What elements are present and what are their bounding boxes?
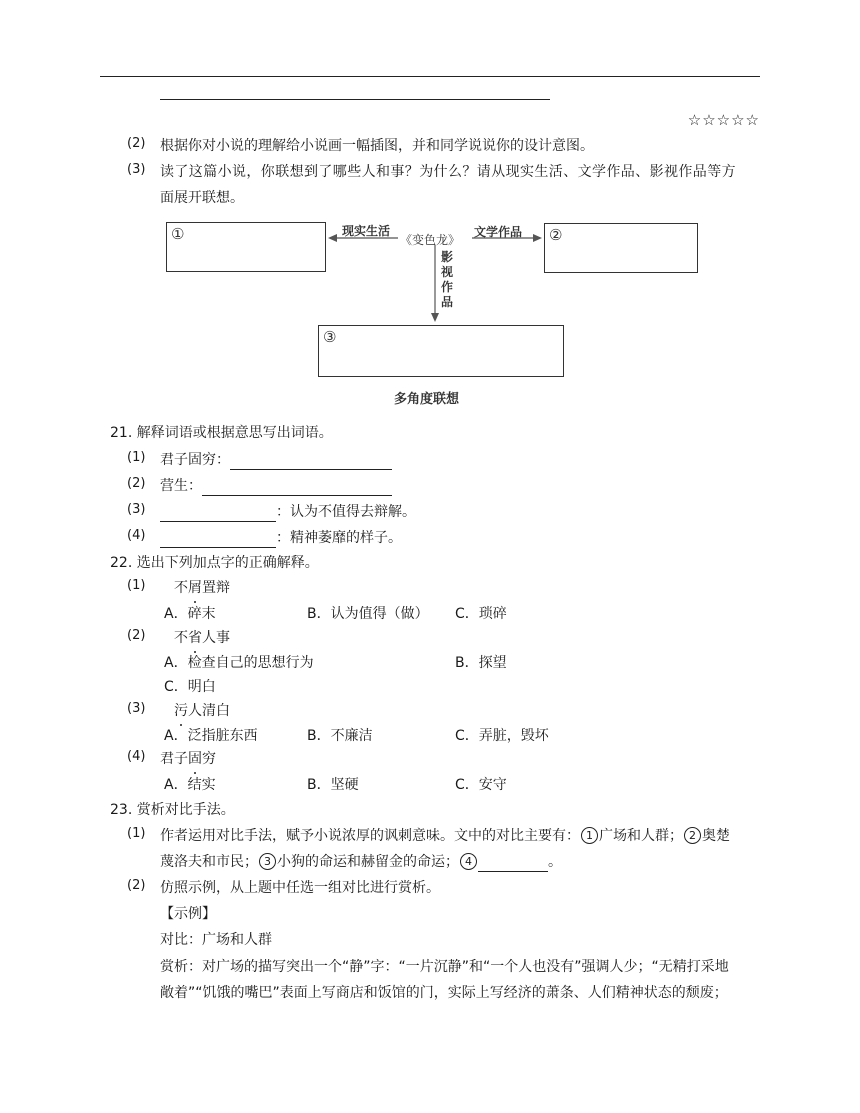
association-diagram bbox=[160, 212, 580, 412]
q21-item3-text: ：认为不值得去辩解。 bbox=[276, 504, 416, 520]
q22-item3-option-c[interactable]: C．弄脏，毁坏 bbox=[455, 728, 549, 744]
q21-item1-text: 君子固穷： bbox=[160, 452, 230, 468]
box-1-label: ① bbox=[171, 225, 185, 243]
q22-item4-number: (4) bbox=[127, 749, 146, 764]
q22-item2-option-a[interactable]: A．检查自己的思想行为 bbox=[164, 655, 314, 671]
q23-sub1-text-e: 小狗的命运和赫留金的命运； bbox=[277, 854, 459, 870]
box-3-label: ③ bbox=[323, 328, 337, 346]
circled-number-2: 2 bbox=[684, 827, 701, 844]
phrase-pre: 不 bbox=[174, 630, 188, 646]
example-heading: 【示例】 bbox=[160, 906, 216, 922]
q22-title: 22. 选出下列加点字的正确解释。 bbox=[110, 555, 319, 571]
box-2-label: ② bbox=[549, 226, 563, 244]
q21-item3 bbox=[160, 502, 416, 522]
header-rule bbox=[100, 76, 760, 77]
q23-sub1-period: 。 bbox=[548, 854, 562, 870]
example-analysis-line1: 赏析：对广场的描写突出一个“静”字：“一片沉静”和“一个人也没有”强调人少；“无精打采地 bbox=[160, 959, 729, 975]
q23-sub1-line1 bbox=[160, 826, 730, 846]
q22-item2-option-b[interactable]: B．探望 bbox=[455, 655, 507, 671]
q21-item3-blank[interactable] bbox=[160, 505, 276, 522]
phrase-pre: 不 bbox=[174, 580, 188, 596]
circled-number-1: 1 bbox=[581, 827, 598, 844]
q22-item4-option-a[interactable]: A．结实 bbox=[164, 777, 216, 793]
q20-sub2-text: 根据你对小说的理解给小说画一幅插图，并和同学说说你的设计意图。 bbox=[160, 138, 594, 154]
label-literature: 文学作品 bbox=[474, 225, 523, 239]
q21-item2-blank[interactable] bbox=[202, 479, 392, 496]
q21-item2-text: 营生： bbox=[160, 478, 202, 494]
q23-sub1-text-a: 作者运用对比手法，赋予小说浓厚的讽刺意味。文中的对比主要有： bbox=[160, 828, 580, 844]
q21-item1-number: (1) bbox=[127, 450, 146, 465]
diagram-caption: 多角度联想 bbox=[394, 392, 460, 407]
q22-item4-option-c[interactable]: C．安守 bbox=[455, 777, 507, 793]
q20-sub3-line2: 面展开联想。 bbox=[160, 190, 244, 206]
q22-item1-number: (1) bbox=[127, 578, 146, 593]
q21-item2 bbox=[160, 476, 392, 496]
phrase-post: 人事 bbox=[202, 630, 230, 646]
q22-item4-phrase bbox=[160, 749, 216, 769]
label-film: 影视作品 bbox=[440, 250, 453, 309]
q20-sub3-line1: 读了这篇小说，你联想到了哪些人和事？为什么？请从现实生活、文学作品、影视作品等方 bbox=[160, 164, 736, 180]
rating-stars: ☆☆☆☆☆ bbox=[687, 111, 760, 129]
dotted-char: 污 bbox=[174, 703, 188, 719]
label-real-life: 现实生活 bbox=[342, 224, 391, 238]
q23-sub1-text-c: 奥楚 bbox=[702, 828, 730, 844]
q22-item3-option-b[interactable]: B．不廉洁 bbox=[307, 728, 373, 744]
q21-item4-number: (4) bbox=[127, 528, 146, 543]
answer-line bbox=[160, 99, 550, 100]
phrase-post: 置辩 bbox=[202, 580, 230, 596]
q21-item4-text: ：精神萎靡的样子。 bbox=[276, 530, 402, 546]
q23-title: 23. 赏析对比手法。 bbox=[110, 802, 235, 818]
q21-item1-blank[interactable] bbox=[230, 453, 392, 470]
example-analysis-line2: 敞着”“饥饿的嘴巴”表面上写商店和饭馆的门，实际上写经济的萧条、人们精神状态的颓废； bbox=[160, 985, 728, 1001]
q22-item3-number: (3) bbox=[127, 701, 146, 716]
phrase-post: 人清白 bbox=[188, 703, 230, 719]
diagram-box-3 bbox=[318, 325, 564, 377]
q22-item1-option-a[interactable]: A．碎末 bbox=[164, 606, 216, 622]
circled-number-4: 4 bbox=[460, 853, 477, 870]
q22-item1-phrase bbox=[174, 578, 230, 598]
phrase-post: 穷 bbox=[202, 751, 216, 767]
q20-sub2-number: (2) bbox=[127, 136, 146, 151]
label-chameleon: 《变色龙》 bbox=[400, 233, 461, 247]
q22-item4-option-b[interactable]: B．坚硬 bbox=[307, 777, 359, 793]
q22-item1-option-c[interactable]: C．琐碎 bbox=[455, 606, 507, 622]
q23-sub2-number: (2) bbox=[127, 878, 146, 893]
q23-sub1-blank[interactable] bbox=[478, 855, 548, 872]
dotted-char: 省 bbox=[188, 630, 202, 646]
q21-item4-blank[interactable] bbox=[160, 531, 276, 548]
q21-item3-number: (3) bbox=[127, 502, 146, 517]
q21-item4 bbox=[160, 528, 402, 548]
q23-sub2-text: 仿照示例，从上题中任选一组对比进行赏析。 bbox=[160, 880, 440, 896]
dotted-char: 屑 bbox=[188, 580, 202, 596]
q22-item2-number: (2) bbox=[127, 628, 146, 643]
q22-item3-option-a[interactable]: A．泛指脏东西 bbox=[164, 728, 258, 744]
q22-item3-phrase bbox=[174, 701, 230, 721]
q23-sub1-text-b: 广场和人群； bbox=[599, 828, 683, 844]
phrase-pre: 君子 bbox=[160, 751, 188, 767]
q23-sub1-text-d: 蔑洛夫和市民； bbox=[160, 854, 258, 870]
circled-number-3: 3 bbox=[259, 853, 276, 870]
q22-item2-option-c[interactable]: C．明白 bbox=[164, 679, 216, 695]
q23-sub1-number: (1) bbox=[127, 826, 146, 841]
q21-item1 bbox=[160, 450, 392, 470]
q21-item2-number: (2) bbox=[127, 476, 146, 491]
q22-item2-phrase bbox=[174, 628, 230, 648]
example-compare: 对比：广场和人群 bbox=[160, 932, 272, 948]
q22-item1-option-b[interactable]: B．认为值得（做） bbox=[307, 606, 429, 622]
dotted-char: 固 bbox=[188, 751, 202, 767]
q23-sub1-line2 bbox=[160, 852, 562, 872]
q20-sub3-number: (3) bbox=[127, 162, 146, 177]
q21-title: 21. 解释词语或根据意思写出词语。 bbox=[110, 425, 333, 441]
